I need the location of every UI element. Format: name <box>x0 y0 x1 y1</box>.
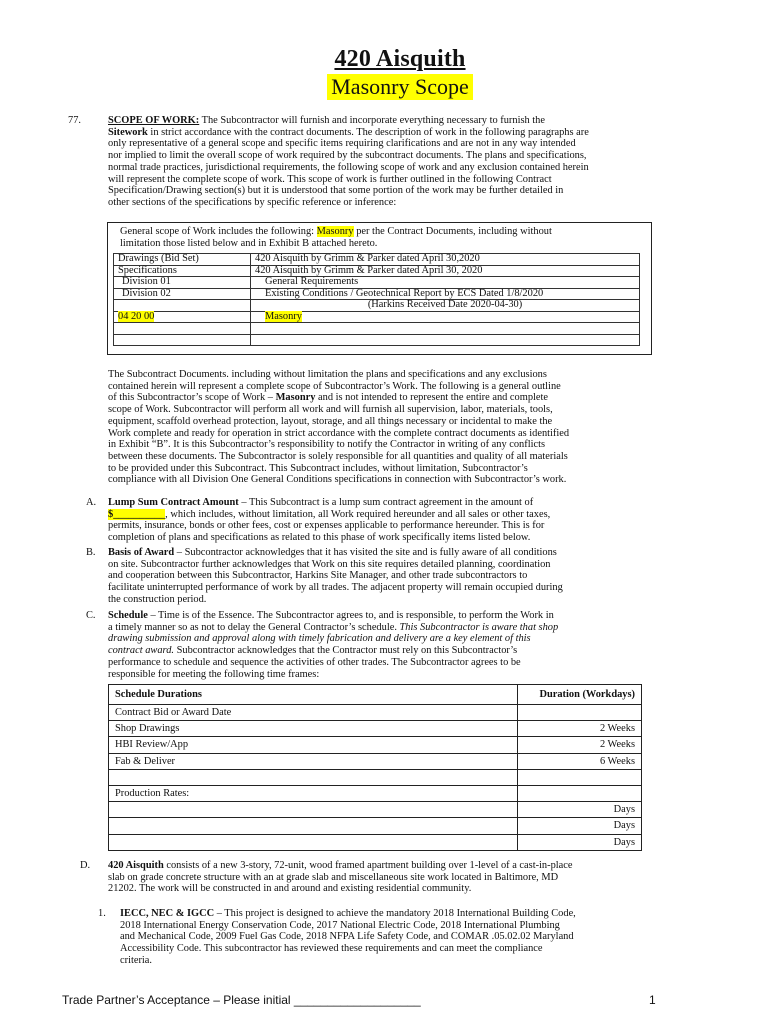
para-line: of this Subcontractor’s scope of Work – <box>108 392 274 404</box>
table-cell: 6 Weeks <box>518 753 642 769</box>
para-line: completion of plans and specifications as related to this phase of work specifically items listed below. <box>108 532 531 544</box>
scope-line: The Subcontractor will furnish and incorporate everything necessary to furnish the <box>199 115 545 126</box>
table-row <box>114 311 640 323</box>
initial-acceptance-footer: Trade Partner’s Acceptance – Please initial ___________________ <box>62 993 421 1007</box>
section-b-paragraph <box>108 547 653 606</box>
para-line: facilitate uninterrupted performance of work by all trades. The adjacent property will remain occupied during <box>108 582 563 594</box>
general-scope-line2: limitation those listed below and in Exhibit B attached hereto. <box>120 237 378 249</box>
table-cell <box>109 769 518 785</box>
para-line: responsible for meeting the following time frames: <box>108 668 320 680</box>
column-header: Schedule Durations <box>109 685 518 705</box>
section-c-letter: C. <box>86 610 96 621</box>
subtitle-wrap <box>0 74 770 100</box>
contract-documents-table <box>113 253 640 346</box>
section-d-heading: 420 Aisquith <box>108 860 164 871</box>
para-line: in Exhibit “B”. It is this Subcontractor’s responsibility to notify the Contractor in writing of any conflicts <box>108 439 546 451</box>
table-cell: Fab & Deliver <box>109 753 518 769</box>
doc-label <box>114 334 251 346</box>
document-subtitle: Masonry Scope <box>327 74 472 100</box>
para-line: Subcontractor acknowledges that the Contractor must rely on this Subcontractor’s <box>174 645 518 657</box>
section-c-paragraph <box>108 610 653 680</box>
section-d-paragraph <box>108 860 678 895</box>
table-row <box>114 254 640 266</box>
item-1-heading: IECC, NEC & IGCC <box>120 908 215 919</box>
para-line: Work complete and ready for operation in strict accordance with the complete contract documents as identified <box>108 427 570 439</box>
doc-label <box>114 311 251 323</box>
scope-line: will represent the complete scope of work. This scope of work is further outlined in the following Contract <box>108 173 552 185</box>
contract-amount-blank: $__________ <box>108 508 166 520</box>
column-header: Duration (Workdays) <box>518 685 642 705</box>
doc-label <box>114 300 251 312</box>
table-cell: Days <box>518 818 642 834</box>
doc-label <box>114 323 251 335</box>
table-cell: 2 Weeks <box>518 737 642 753</box>
masonry-term: Masonry <box>275 392 316 404</box>
section-number: 77. <box>68 115 81 126</box>
section-a-heading: Lump Sum Contract Amount <box>108 497 239 508</box>
section-a-letter: A. <box>86 497 97 508</box>
para-line: , which includes, without limitation, all Work required hereunder and all sales or other taxes, <box>165 508 551 520</box>
para-line: slab on grade concrete structure with an at grade slab and miscellaneous site work located in Baltimore, MD <box>108 871 559 883</box>
doc-value: 420 Aisquith by Grimm & Parker dated April 30, 2020 <box>251 265 640 277</box>
section-c-heading: Schedule <box>108 610 148 621</box>
table-row <box>109 834 642 850</box>
para-line: – This Subcontract is a lump sum contract agreement in the amount of <box>238 497 534 508</box>
para-line: criteria. <box>120 954 153 966</box>
table-row <box>109 753 642 769</box>
table-row <box>114 265 640 277</box>
table-row <box>109 705 642 721</box>
para-line: – Subcontractor acknowledges that it has visited the site and is fully aware of all conditions <box>174 547 557 558</box>
table-row <box>109 769 642 785</box>
table-cell <box>518 769 642 785</box>
table-cell: HBI Review/App <box>109 737 518 753</box>
scope-line: normal trade practices, jurisdictional requirements, the following scope of work and any exclusion contained herein <box>108 161 589 173</box>
doc-value: 420 Aisquith by Grimm & Parker dated April 30,2020 <box>251 254 640 266</box>
table-row <box>114 288 640 300</box>
spec-section-number: 04 20 00 <box>118 310 155 322</box>
para-line: Accessibility Code. This subcontractor has reviewed these requirements and can meet the compliance <box>120 943 543 955</box>
table-cell: 2 Weeks <box>518 721 642 737</box>
doc-label: Drawings (Bid Set) <box>114 254 251 266</box>
scope-line: nor implied to limit the overall scope of work required by the subcontract documents. The plans and specifications, <box>108 150 587 162</box>
table-row <box>109 818 642 834</box>
section-d-letter: D. <box>80 860 91 871</box>
table-cell <box>518 705 642 721</box>
table-cell <box>109 818 518 834</box>
table-row <box>114 334 640 346</box>
doc-value: General Requirements <box>251 277 640 289</box>
para-line: performance to schedule and sequence the activities of other trades. The Subcontractor agrees to be <box>108 656 521 668</box>
doc-value <box>251 334 640 346</box>
doc-label: Division 01 <box>114 277 251 289</box>
sitework-term: Sitework <box>108 126 148 138</box>
doc-value <box>251 311 640 323</box>
page-number: 1 <box>649 993 656 1007</box>
document-title: 420 Aisquith <box>334 46 466 72</box>
subcontract-documents-paragraph <box>108 369 658 486</box>
para-line: compliance with all Division One General Conditions specifications in connection with Subcontractor’s work. <box>108 474 567 486</box>
item-1-number: 1. <box>98 908 106 919</box>
scope-heading: SCOPE OF WORK: <box>108 115 200 126</box>
scope-of-work-paragraph <box>108 115 676 209</box>
para-line: and cooperation between this Subcontractor, Harkins Site Manager, and other trade subcontractors to <box>108 570 528 582</box>
table-cell <box>518 785 642 801</box>
table-row <box>109 721 642 737</box>
section-b-heading: Basis of Award <box>108 547 175 558</box>
italic-line: This Subcontractor is aware that shop <box>399 621 559 633</box>
spec-section-name: Masonry <box>265 310 302 322</box>
para-line: and is not intended to represent the entire and complete <box>315 392 549 404</box>
para-line: between these documents. The Subcontractor is solely responsible for all quantities and quality of all materials <box>108 450 568 462</box>
general-scope-text <box>120 226 645 249</box>
scope-line: only representative of a general scope and specific items requiring clarifications and are not in any way intended <box>108 138 576 150</box>
para-line: consists of a new 3-story, 72-unit, wood framed apartment building over 1-level of a cast-in-place <box>163 860 573 871</box>
doc-value <box>251 323 640 335</box>
table-cell: Days <box>518 802 642 818</box>
table-row <box>114 300 640 312</box>
table-cell <box>109 834 518 850</box>
para-line: – This project is designed to achieve the mandatory 2018 International Building Code, <box>214 908 576 919</box>
scope-line: Specification/Drawing section(s) but it is understood that some portion of the work may be further detailed in <box>108 185 564 197</box>
table-row <box>109 802 642 818</box>
para-line: 2018 International Energy Conservation Code, 2017 National Electric Code, 2018 International Plumbing <box>120 919 560 931</box>
para-line: – Time is of the Essence. The Subcontractor agrees to, and is responsible, to perform the Work in <box>147 610 554 621</box>
table-row <box>109 737 642 753</box>
table-cell: Contract Bid or Award Date <box>109 705 518 721</box>
italic-line: drawing submission and approval along with timely fabrication and delivery are a key element of this <box>108 633 531 645</box>
para-line: and Mechanical Code, 2009 Fuel Gas Code, 2018 NFPA Life Safety Code, and COMAR .05.02.02 Maryland <box>120 931 574 943</box>
table-row <box>114 323 640 335</box>
para-line: the construction period. <box>108 593 207 605</box>
schedule-durations-table <box>108 684 642 851</box>
para-line: scope of Work. Subcontractor will perform all work and will furnish all supervision, labor, materials, tools, <box>108 404 553 416</box>
doc-value: (Harkins Received Date 2020-04-30) <box>251 300 640 312</box>
masonry-highlight: Masonry <box>316 226 354 237</box>
table-row <box>109 785 642 801</box>
table-row <box>114 277 640 289</box>
table-cell <box>109 802 518 818</box>
scope-line: other sections of the specifications by specific reference or inference: <box>108 196 397 208</box>
para-line: on site. Subcontractor further acknowledges that Work on this site requires detailed planning, coordination <box>108 558 551 570</box>
doc-value: Existing Conditions / Geotechnical Report by ECS Dated 1/8/2020 <box>251 288 640 300</box>
para-line: 21202. The work will be constructed in and around and existing residential community. <box>108 883 472 895</box>
italic-line: contract award. <box>108 645 174 657</box>
item-1-paragraph <box>120 908 680 967</box>
section-b-letter: B. <box>86 547 96 558</box>
doc-label: Division 02 <box>114 288 251 300</box>
table-cell: Days <box>518 834 642 850</box>
doc-label: Specifications <box>114 265 251 277</box>
table-header-row <box>109 685 642 705</box>
para-line: permits, insurance, bonds or other fees, cost or expenses applicable to performance hereunder. This is for <box>108 520 545 532</box>
para-line: The Subcontract Documents. including without limitation the plans and specifications and any exclusions <box>108 369 547 380</box>
table-cell: Shop Drawings <box>109 721 518 737</box>
para-line: equipment, scaffold overhead protection, layout, storage, and all things necessary or incidental to make the <box>108 415 553 427</box>
scope-line: in strict accordance with the contract documents. The description of work in the following paragraphs are <box>147 126 589 138</box>
general-scope-prefix: General scope of Work includes the following: <box>120 226 317 237</box>
para-line: contained herein will represent a complete scope of Subcontractor’s Work. The following is a general outline <box>108 380 561 392</box>
para-line: to be provided under this Subcontract. This Subcontract includes, without limitation, Subcontractor’s <box>108 462 528 474</box>
table-cell: Production Rates: <box>109 785 518 801</box>
para-line: a timely manner so as not to delay the General Contractor’s schedule. <box>108 621 400 633</box>
section-a-paragraph <box>108 497 653 544</box>
general-scope-suffix: per the Contract Documents, including without <box>353 226 552 237</box>
